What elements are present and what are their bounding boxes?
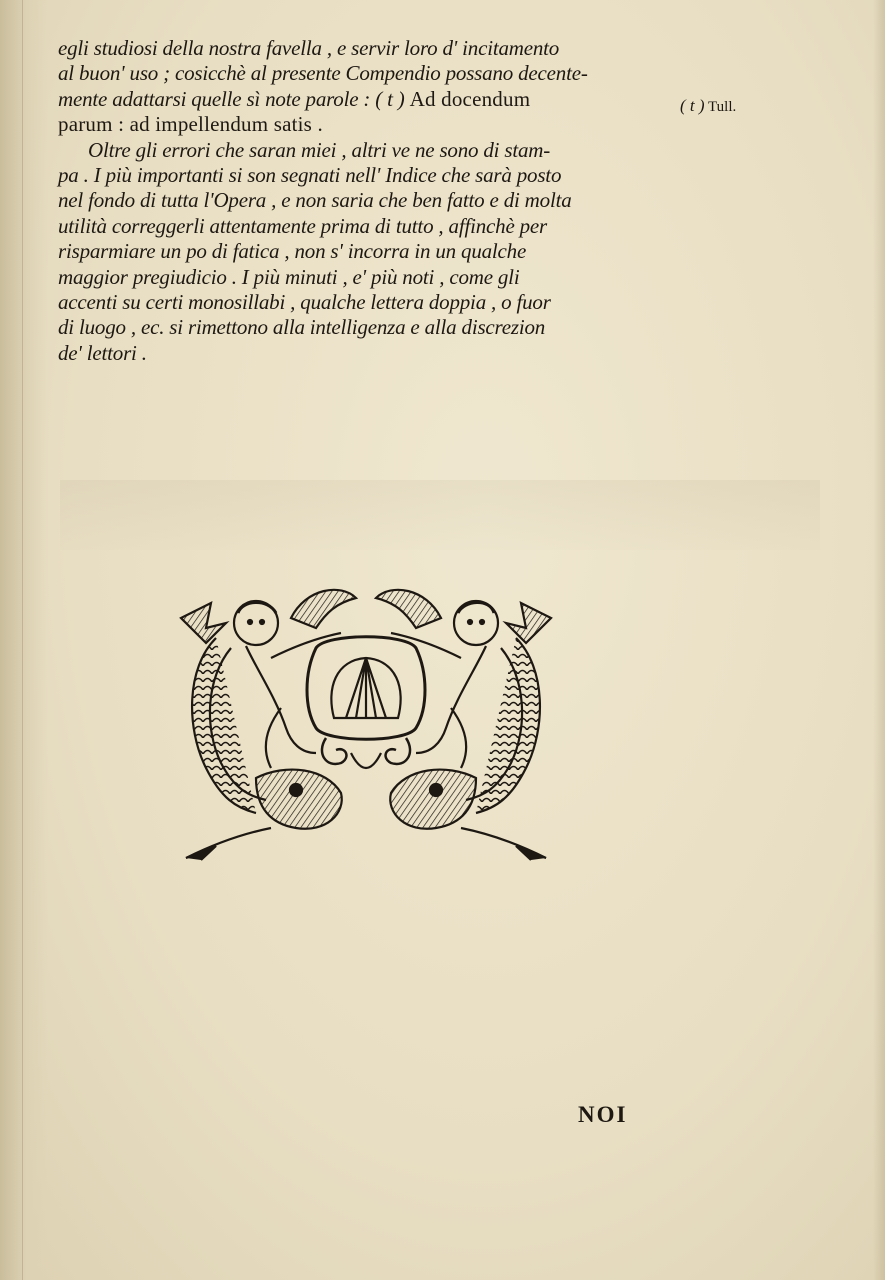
page-edge [873, 0, 885, 1280]
woodcut-ornament [176, 578, 556, 863]
catchword: NOI [578, 1102, 628, 1127]
putti-dolphins-scallop-woodcut-icon [176, 578, 556, 863]
gutter-shadow [0, 0, 48, 1280]
text-line-6: pa . I più importanti si son segnati nell' Indice che sarà posto [58, 162, 562, 187]
text-line-11: accenti su certi monosillabi , qualche lettera doppia , o fuor [58, 289, 551, 314]
text-line-1: egli studiosi della nostra favella , e servir loro d' incitamento [58, 36, 560, 60]
text-line-4 [58, 112, 688, 137]
text-line-9: risparmiare un po di fatica , non s' incorra in un qualche [58, 239, 527, 264]
text-line-10: maggior pregiudicio . I più minuti , e' più noti , come gli [58, 264, 520, 289]
text-line-7: nel fondo di tutta l'Opera , e non saria che ben fatto e di molta [58, 188, 572, 213]
margin-note-label: Tull. [708, 99, 737, 115]
text-line-2: al buon' uso ; cosicchè al presente Compendio possano decente- [58, 61, 588, 86]
margin-note [680, 96, 736, 116]
text-line-8: utilità correggerli attentamente prima di tutto , affinchè per [58, 213, 548, 238]
gutter-fold [22, 0, 23, 1280]
text-line-5: Oltre gli errori che saran miei , altri ve ne sono di stam- [88, 137, 551, 162]
text-line-3-italic: mente adattarsi quelle sì note parole : ( t ) [58, 86, 405, 111]
text-line-12: di luogo , ec. si rimettono alla intelligenza e alla discrezion [58, 315, 546, 340]
text-line-13: de' lettori . [58, 340, 147, 365]
latin-quote-start: Ad docendum [409, 86, 531, 111]
margin-note-marker: ( t ) [680, 96, 705, 115]
latin-quote-end: parum : ad impellendum satis . [58, 112, 323, 137]
body-text [58, 36, 688, 366]
show-through-shadow [60, 480, 820, 550]
text-line-3 [58, 87, 688, 112]
